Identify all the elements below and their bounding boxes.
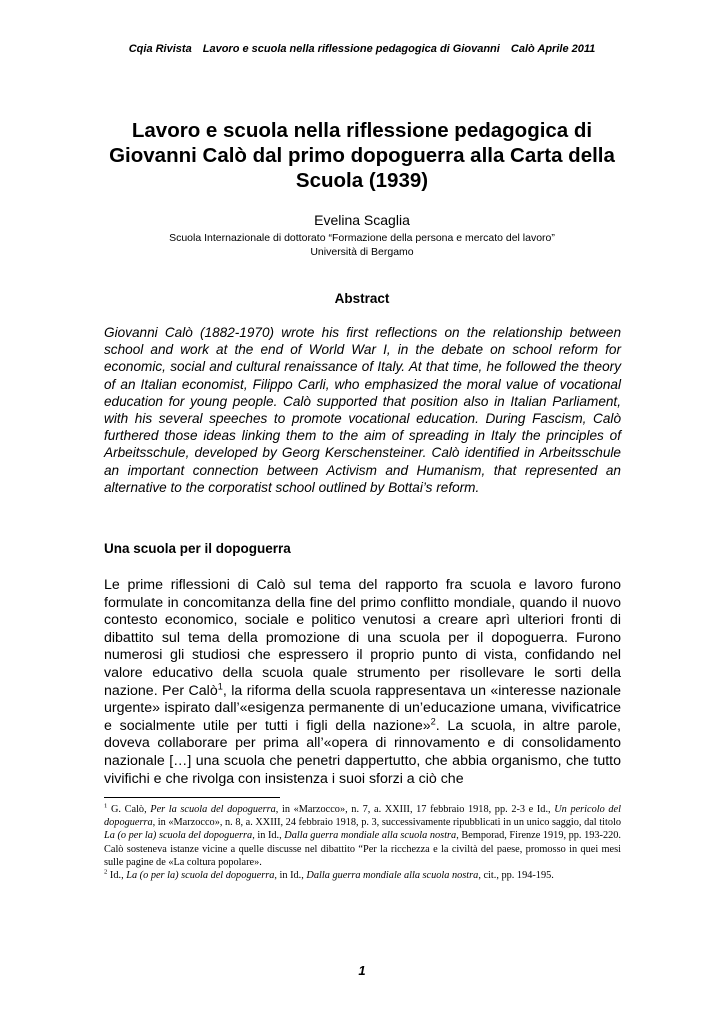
footnote-2-work-title: Dalla guerra mondiale alla scuola nostra: [306, 870, 479, 882]
footnote-1-work-title: Per la scuola del dopoguerra: [150, 804, 276, 815]
footnote-2: [104, 869, 621, 882]
body-text-part-3: . La scuola, in altre parole, doveva collaborare per prima all’«opera di rinnovamento e di consolidamento nazionale […] una scuola che penetri dappertutto, che abbia organismo, che tutto vivifichi e che rivolga con insistenza i suoi sforzi a ciò che: [104, 717, 622, 787]
body-text-part-2: , la riforma della scuola rappresentava un «interesse nazionale urgente» ispirato dall’«esigenza permanente di un’educazione umana, vivificatrice e socialmente utile per tutti i figli della nazione»: [104, 682, 622, 734]
affiliation-line-2: Università di Bergamo: [310, 246, 414, 258]
footnote-1-work-title: Un pericolo del dopoguerra: [104, 804, 621, 829]
running-title: Lavoro e scuola nella riflessione pedagogica di Giovanni: [202, 43, 500, 55]
footnote-1-work-title: La (o per la) scuola del dopoguerra: [104, 830, 253, 842]
footnote-ref-2[interactable]: 2: [430, 716, 436, 727]
paper-title: Lavoro e scuola nella riflessione pedagogica di Giovanni Calò dal primo dopoguerra alla Carta della Scuola (1939): [109, 119, 615, 192]
page-number: 1: [358, 963, 366, 978]
footnote-2-text: Id.,: [107, 870, 127, 882]
footnote-1-text: , in «Marzocco», n. 7, a. XXIII, 17 febbraio 1918, pp. 2-3 e Id.,: [275, 804, 555, 815]
author-name: Evelina Scaglia: [314, 212, 410, 228]
section-heading: Una scuola per il dopoguerra: [104, 541, 291, 556]
author-affiliation: [0, 231, 724, 259]
footnote-1-text: G. Calò,: [107, 804, 151, 815]
body-paragraph: [104, 577, 621, 788]
footnote-2-number: 2: [104, 868, 108, 876]
running-author-date: Calò Aprile 2011: [510, 43, 596, 55]
footnote-divider: [104, 797, 280, 798]
footnote-1-work-title: Dalla guerra mondiale alla scuola nostra: [284, 830, 457, 842]
footnote-2-text: , cit., pp. 194-195.: [478, 870, 554, 882]
affiliation-line-1: Scuola Internazionale di dottorato “Formazione della persona e mercato del lavoro”: [169, 232, 555, 244]
journal-name: Cqia Rivista: [128, 43, 192, 55]
footnote-1-number: 1: [104, 802, 108, 810]
footnote-1-text: , in «Marzocco», n. 8, a. XXIII, 24 febbraio 1918, p. 3, successivamente ripubblicati in un unico saggio, dal titolo: [152, 817, 621, 829]
footnotes: [104, 803, 621, 882]
footnote-2-work-title: La (o per la) scuola del dopoguerra: [126, 870, 275, 882]
footnote-ref-1[interactable]: 1: [217, 680, 223, 691]
running-header: [0, 43, 724, 55]
body-text-part-1: Le prime riflessioni di Calò sul tema del rapporto fra scuola e lavoro furono formulate in concomitanza della fine del primo conflitto mondiale, quando il nuovo contesto economico, sociale e politico venutosi a creare aprì ulteriori fronti di dibattito sul tema della promozione di una scuola per il dopoguerra. Furono numerosi gli studiosi che espressero il proprio punto di vista, confidando nel valore educativo della scuola quale strumento per risollevare le sorti della nazione. Per Calò: [104, 577, 621, 699]
footnote-2-text: , in Id.,: [274, 870, 307, 882]
footnote-1: [104, 803, 621, 869]
footnote-1-text: , in Id.,: [252, 830, 285, 842]
abstract-text: Giovanni Calò (1882-1970) wrote his first reflections on the relationship between school and work at the end of World War I, in the debate on school reform for economic, social and cultural renaissance of Italy. At that time, he followed the theory of an Italian economist, Filippo Carli, who emphasized the moral value of vocational education for young people. Calò supported that position also in Italian Parliament, with his several speeches to promote vocational education. During Fascism, Calò furthered those ideas linking them to the aim of spreading in Italy the principles of Arbeitsschule, developed by Georg Kerschensteiner. Calò identified in Arbeitsschule an important connection between Activism and Humanism, that represented an alternative to the corporatist school outlined by Bottai’s reform.: [104, 325, 621, 495]
abstract-heading: Abstract: [334, 291, 390, 306]
footnote-1-text: , Bemporad, Firenze 1919, pp. 193-220. Calò sosteneva istanze vicine a quelle discusse nel dibattito “Per la ricchezza e la civiltà del paese, promosso in quei mesi sulle pagine de «La coltura popolare».: [104, 830, 621, 868]
